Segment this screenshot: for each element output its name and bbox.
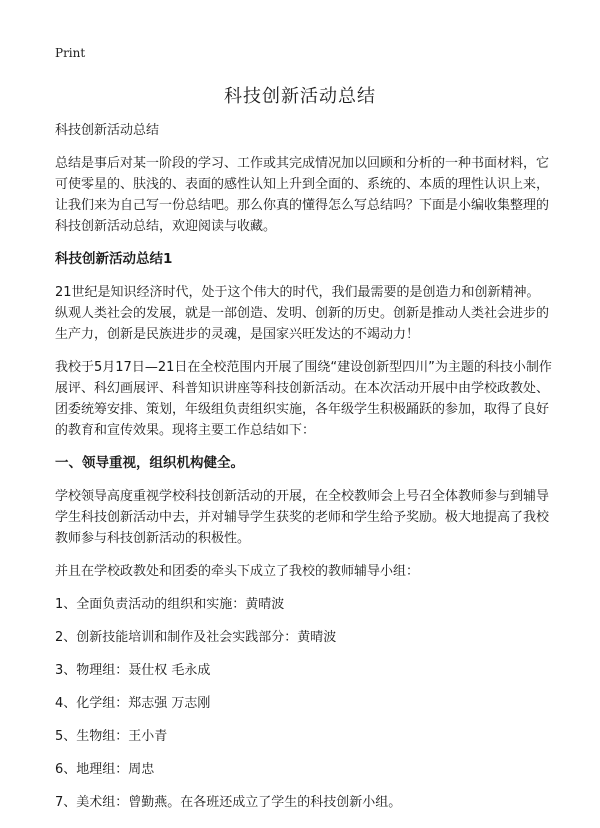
intro-paragraph: 总结是事后对某一阶段的学习、工作或其完成情况加以回顾和分析的一种书面材料，它可使零星的、肤浅的、表面的感性认知上升到全面的、系统的、本质的理性认识上来，让我们来为自己写一份总结吧。那么你真的懂得怎么写总结吗？下面是小编收集整理的科技创新活动总结，欢迎阅读与收藏。 [55, 156, 550, 234]
paragraph: 学校领导高度重视学校科技创新活动的开展，在全校教师会上号召全体教师参与到辅导学生科技创新活动中去，并对辅导学生获奖的老师和学生给予奖励。极大地提高了我校教师参与科技创新活动的积极性。 [55, 489, 550, 546]
paragraph: 我校于5月17日—21日在全校范围内开展了围绕“建设创新型四川”为主题的科技小制作展评、科幻画展评、科普知识讲座等科技创新活动。在本次活动开展中由学校政教处、团委统筹安排、策划，年级组负责组织实施，各年级学生积极踊跃的参加，取得了良好的教育和宣传效果。现将主要工作总结如下： [55, 360, 552, 438]
article-subtitle: 科技创新活动总结 [55, 123, 160, 138]
section-heading: 一、领导重视，组织机构健全。 [55, 455, 244, 471]
paragraph: 并且在学校政教处和团委的牵头下成立了我校的教师辅导小组： [55, 564, 420, 579]
page-title: 科技创新活动总结 [224, 86, 376, 107]
list-item: 3、物理组：聂仕权 毛永成 [55, 663, 211, 678]
paragraph: 21世纪是知识经济时代，处于这个伟大的时代，我们最需要的是创造力和创新精神。纵观人类社会的发展，就是一部创造、发明、创新的历史。创新是推动人类社会进步的生产力，创新是民族进步的灵魂，是国家兴旺发达的不竭动力！ [55, 285, 550, 342]
list-item: 7、美术组：曾勤燕。在各班还成立了学生的科技创新小组。 [55, 795, 402, 810]
list-item: 5、生物组：王小青 [55, 729, 168, 744]
list-item: 6、地理组：周忠 [55, 762, 155, 777]
print-link[interactable]: Print [55, 46, 86, 60]
list-item: 1、全面负责活动的组织和实施：黄晴波 [55, 597, 285, 612]
list-item: 2、创新技能培训和制作及社会实践部分：黄晴波 [55, 630, 337, 645]
list-item: 4、化学组：郑志强 万志刚 [55, 696, 211, 711]
section-heading: 科技创新活动总结1 [55, 251, 173, 267]
article-body [55, 120, 552, 825]
